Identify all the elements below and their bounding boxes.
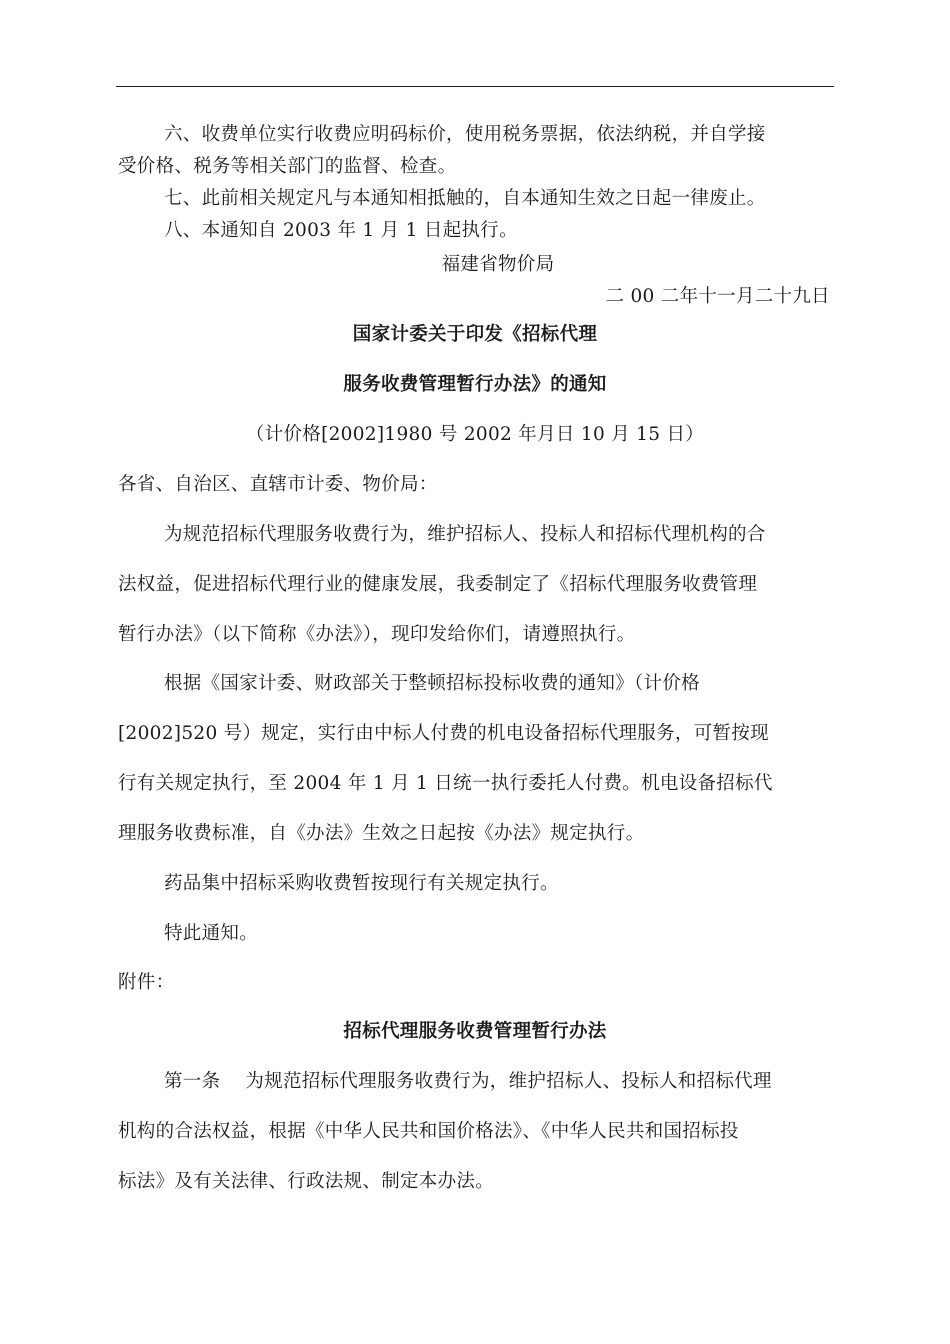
paragraph-2-line-2: [2002]520 号）规定，实行由中标人付费的机电设备招标代理服务，可暂按现 <box>118 723 769 744</box>
paragraph-2-line-3: 行有关规定执行，至 2004 年 1 月 1 日统一执行委托人付费。机电设备招标代 <box>118 773 773 794</box>
addressee: 各省、自治区、直辖市计委、物价局： <box>118 474 438 495</box>
paragraph-1-line-1: 为规范招标代理服务收费行为，维护招标人、投标人和招标代理机构的合 <box>164 524 766 545</box>
issue-date: 二 00 二年十一月二十九日 <box>605 286 830 307</box>
document-number: （计价格[2002]1980 号 2002 年月日 10 月 15 日） <box>245 424 705 445</box>
issuing-organization: 福建省物价局 <box>441 254 555 275</box>
clause-seven: 七、此前相关规定凡与本通知相抵触的，自本通知生效之日起一律废止。 <box>164 188 766 209</box>
paragraph-1-line-3: 暂行办法》（以下简称《办法》），现印发给你们，请遵照执行。 <box>118 624 636 645</box>
paragraph-1-line-2: 法权益，促进招标代理行业的健康发展，我委制定了《招标代理服务收费管理 <box>118 574 758 595</box>
paragraph-3: 药品集中招标采购收费暂按现行有关规定执行。 <box>164 873 559 894</box>
closing-line: 特此通知。 <box>164 923 259 944</box>
clause-six-line-2: 受价格、税务等相关部门的监督、检查。 <box>118 156 457 177</box>
article-1-line-2: 机构的合法权益，根据《中华人民共和国价格法》、《中华人民共和国招标投 <box>118 1121 739 1142</box>
clause-six-line-1: 六、收费单位实行收费应明码标价，使用税务票据，依法纳税，并自学接 <box>164 124 766 145</box>
clause-eight: 八、本通知自 2003 年 1 月 1 日起执行。 <box>164 220 518 241</box>
header-rule <box>116 86 834 87</box>
paragraph-2-line-4: 理服务收费标准，自《办法》生效之日起按《办法》规定执行。 <box>118 823 645 844</box>
attachment-title: 招标代理服务收费管理暂行办法 <box>343 1021 607 1042</box>
notice-title-line-2: 服务收费管理暂行办法》的通知 <box>343 374 607 395</box>
notice-title-line-1: 国家计委关于印发《招标代理 <box>352 324 598 345</box>
article-1-line-3: 标法》及有关法律、行政法规、制定本办法。 <box>118 1171 495 1192</box>
article-1-line-1: 第一条 为规范招标代理服务收费行为，维护招标人、投标人和招标代理 <box>164 1071 772 1092</box>
paragraph-2-line-1: 根据《国家计委、财政部关于整顿招标投标收费的通知》（计价格 <box>164 673 700 694</box>
attachment-label: 附件： <box>118 972 175 993</box>
